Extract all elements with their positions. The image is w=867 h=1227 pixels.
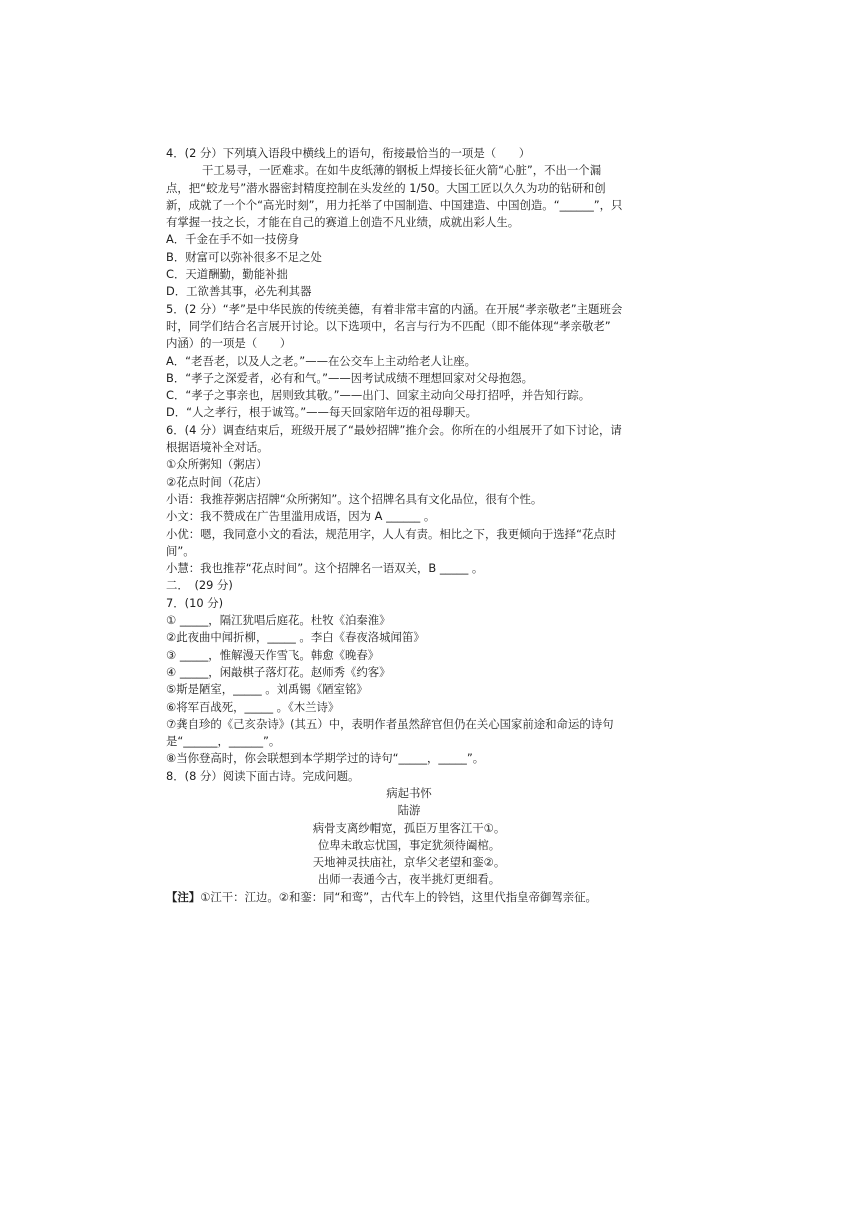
q7-line: ⑦龚自珍的《己亥杂诗》(其五）中，表明作者虽然辞官但仍在关心国家前途和命运的诗句 xyxy=(166,716,614,731)
q7-line: ②此夜曲中闻折柳，_____ 。李白《春夜洛城闻笛》 xyxy=(166,630,425,645)
poem-title: 病起书怀 xyxy=(386,785,432,800)
poem-line: 位卑未敢忘忧国，事定犹须待阖棺。 xyxy=(317,837,501,852)
q4-passage-line: 有掌握一技之长，才能在自己的赛道上创造不凡业绩，成就出彩人生。 xyxy=(166,215,520,230)
q8-stem: 8．(8 分）阅读下面古诗。完成问题。 xyxy=(166,768,360,783)
note-prefix: 【注】 xyxy=(166,889,201,904)
q4-stem: 4．(2 分）下列填入语段中横线上的语句，衔接最恰当的一项是（ ） xyxy=(166,146,531,160)
q4-option-c: C．天道酬勤，勤能补拙 xyxy=(166,267,288,282)
section-heading: 二． (29 分) xyxy=(166,578,233,593)
q6-stem-line: 6．(4 分）调查结束后，班级开展了“最妙招牌”推介会。你所在的小组展开了如下讨论，请 xyxy=(166,422,622,437)
q5-option-a: A．“老吾老，以及人之老。”——在公交车上主动给老人让座。 xyxy=(166,353,477,368)
q6-dialogue-line: 小文：我不赞成在广告里滥用成语，因为 A ______ 。 xyxy=(166,509,436,524)
q6-item: ②花点时间（花店） xyxy=(166,474,268,489)
q7-line: 是“______，______”。 xyxy=(166,734,281,749)
q4-passage-line: 新，成就了一个个“高光时刻”，用力托举了中国制造、中国建造、中国创造。“______”，只 xyxy=(166,197,623,212)
q7-line: ⑥将军百战死，_____ 。《木兰诗》 xyxy=(166,699,340,714)
exam-content xyxy=(166,145,652,906)
q4-option-b: B．财富可以弥补很多不足之处 xyxy=(166,249,322,264)
q6-dialogue-line: 小语：我推荐粥店招牌“众所粥知”。这个招牌名具有文化品位，很有个性。 xyxy=(166,491,543,506)
q7-line: ④ _____，闲敲棋子落灯花。赵师秀《约客》 xyxy=(166,664,391,679)
note-body: ①江干：江边。②和銮：同“和鸾”，古代车上的铃铛，这里代指皇帝御驾亲征。 xyxy=(200,889,597,904)
q4-passage-line: 点，把“蛟龙号”潜水器密封精度控制在头发丝的 1/50。大国工匠以久久为功的钻研和创 xyxy=(166,180,606,195)
q6-stem-line: 根据语境补全对话。 xyxy=(166,440,269,455)
q7-line: ⑤斯是陋室，_____ 。刘禹锡《陋室铭》 xyxy=(166,682,368,697)
poem-note xyxy=(166,889,652,906)
q6-dialogue-line: 小慧：我也推荐“花点时间”。这个招牌名一语双关，B _____ 。 xyxy=(166,561,484,576)
q5-stem-line: 内涵）的一项是（ ） xyxy=(166,336,292,351)
q6-dialogue-line: 小优：嗯，我同意小文的看法，规范用字，人人有责。相比之下，我更倾向于选择“花点时 xyxy=(166,526,617,541)
q5-option-b: B．“孝子之深爱者，必有和气。”——因考试成绩不理想回家对父母抱怨。 xyxy=(166,370,534,385)
q7-line: ① _____，隔江犹唱后庭花。杜牧《泊秦淮》 xyxy=(166,613,391,628)
q6-dialogue-line: 间”。 xyxy=(166,543,195,558)
poem-line: 天地神灵扶庙社，京华父老望和銮②。 xyxy=(312,855,506,870)
q7-stem: 7．(10 分) xyxy=(166,595,224,610)
poem-author: 陆游 xyxy=(397,803,421,818)
q5-option-d: D．“人之孝行，根于诚笃。”——每天回家陪年迈的祖母聊天。 xyxy=(166,405,478,420)
poem-line: 出师一表通今古，夜半挑灯更细看。 xyxy=(317,872,501,887)
q4-option-a: A．千金在手不如一技傍身 xyxy=(166,232,300,247)
q7-line: ⑧当你登高时，你会联想到本学期学过的诗句“_____，_____”。 xyxy=(166,751,485,766)
q5-stem-line: 时，同学们结合名言展开讨论。以下选项中，名言与行为不匹配（即不能体现“孝亲敬老” xyxy=(166,318,611,333)
q6-item: ①众所粥知（粥店） xyxy=(166,457,268,472)
q5-stem-line: 5．(2 分）“孝”是中华民族的传统美德，有着非常丰富的内涵。在开展“孝亲敬老”主题班会 xyxy=(166,301,623,316)
poem-line: 病骨支离纱帽宽，孤臣万里客江干①。 xyxy=(312,820,506,835)
q7-line: ③ _____，惟解漫天作雪飞。韩愈《晚春》 xyxy=(166,647,380,662)
q4-option-d: D．工欲善其事，必先利其器 xyxy=(166,284,312,299)
q4-passage-line: 干工易寻，一匠难求。在如牛皮纸薄的钢板上焊接长征火箭“心脏”，不出一个漏 xyxy=(202,163,602,178)
q5-option-c: C．“孝子之事亲也，居则致其敬。”——出门、回家主动向父母打招呼，并告知行踪。 xyxy=(166,388,591,403)
